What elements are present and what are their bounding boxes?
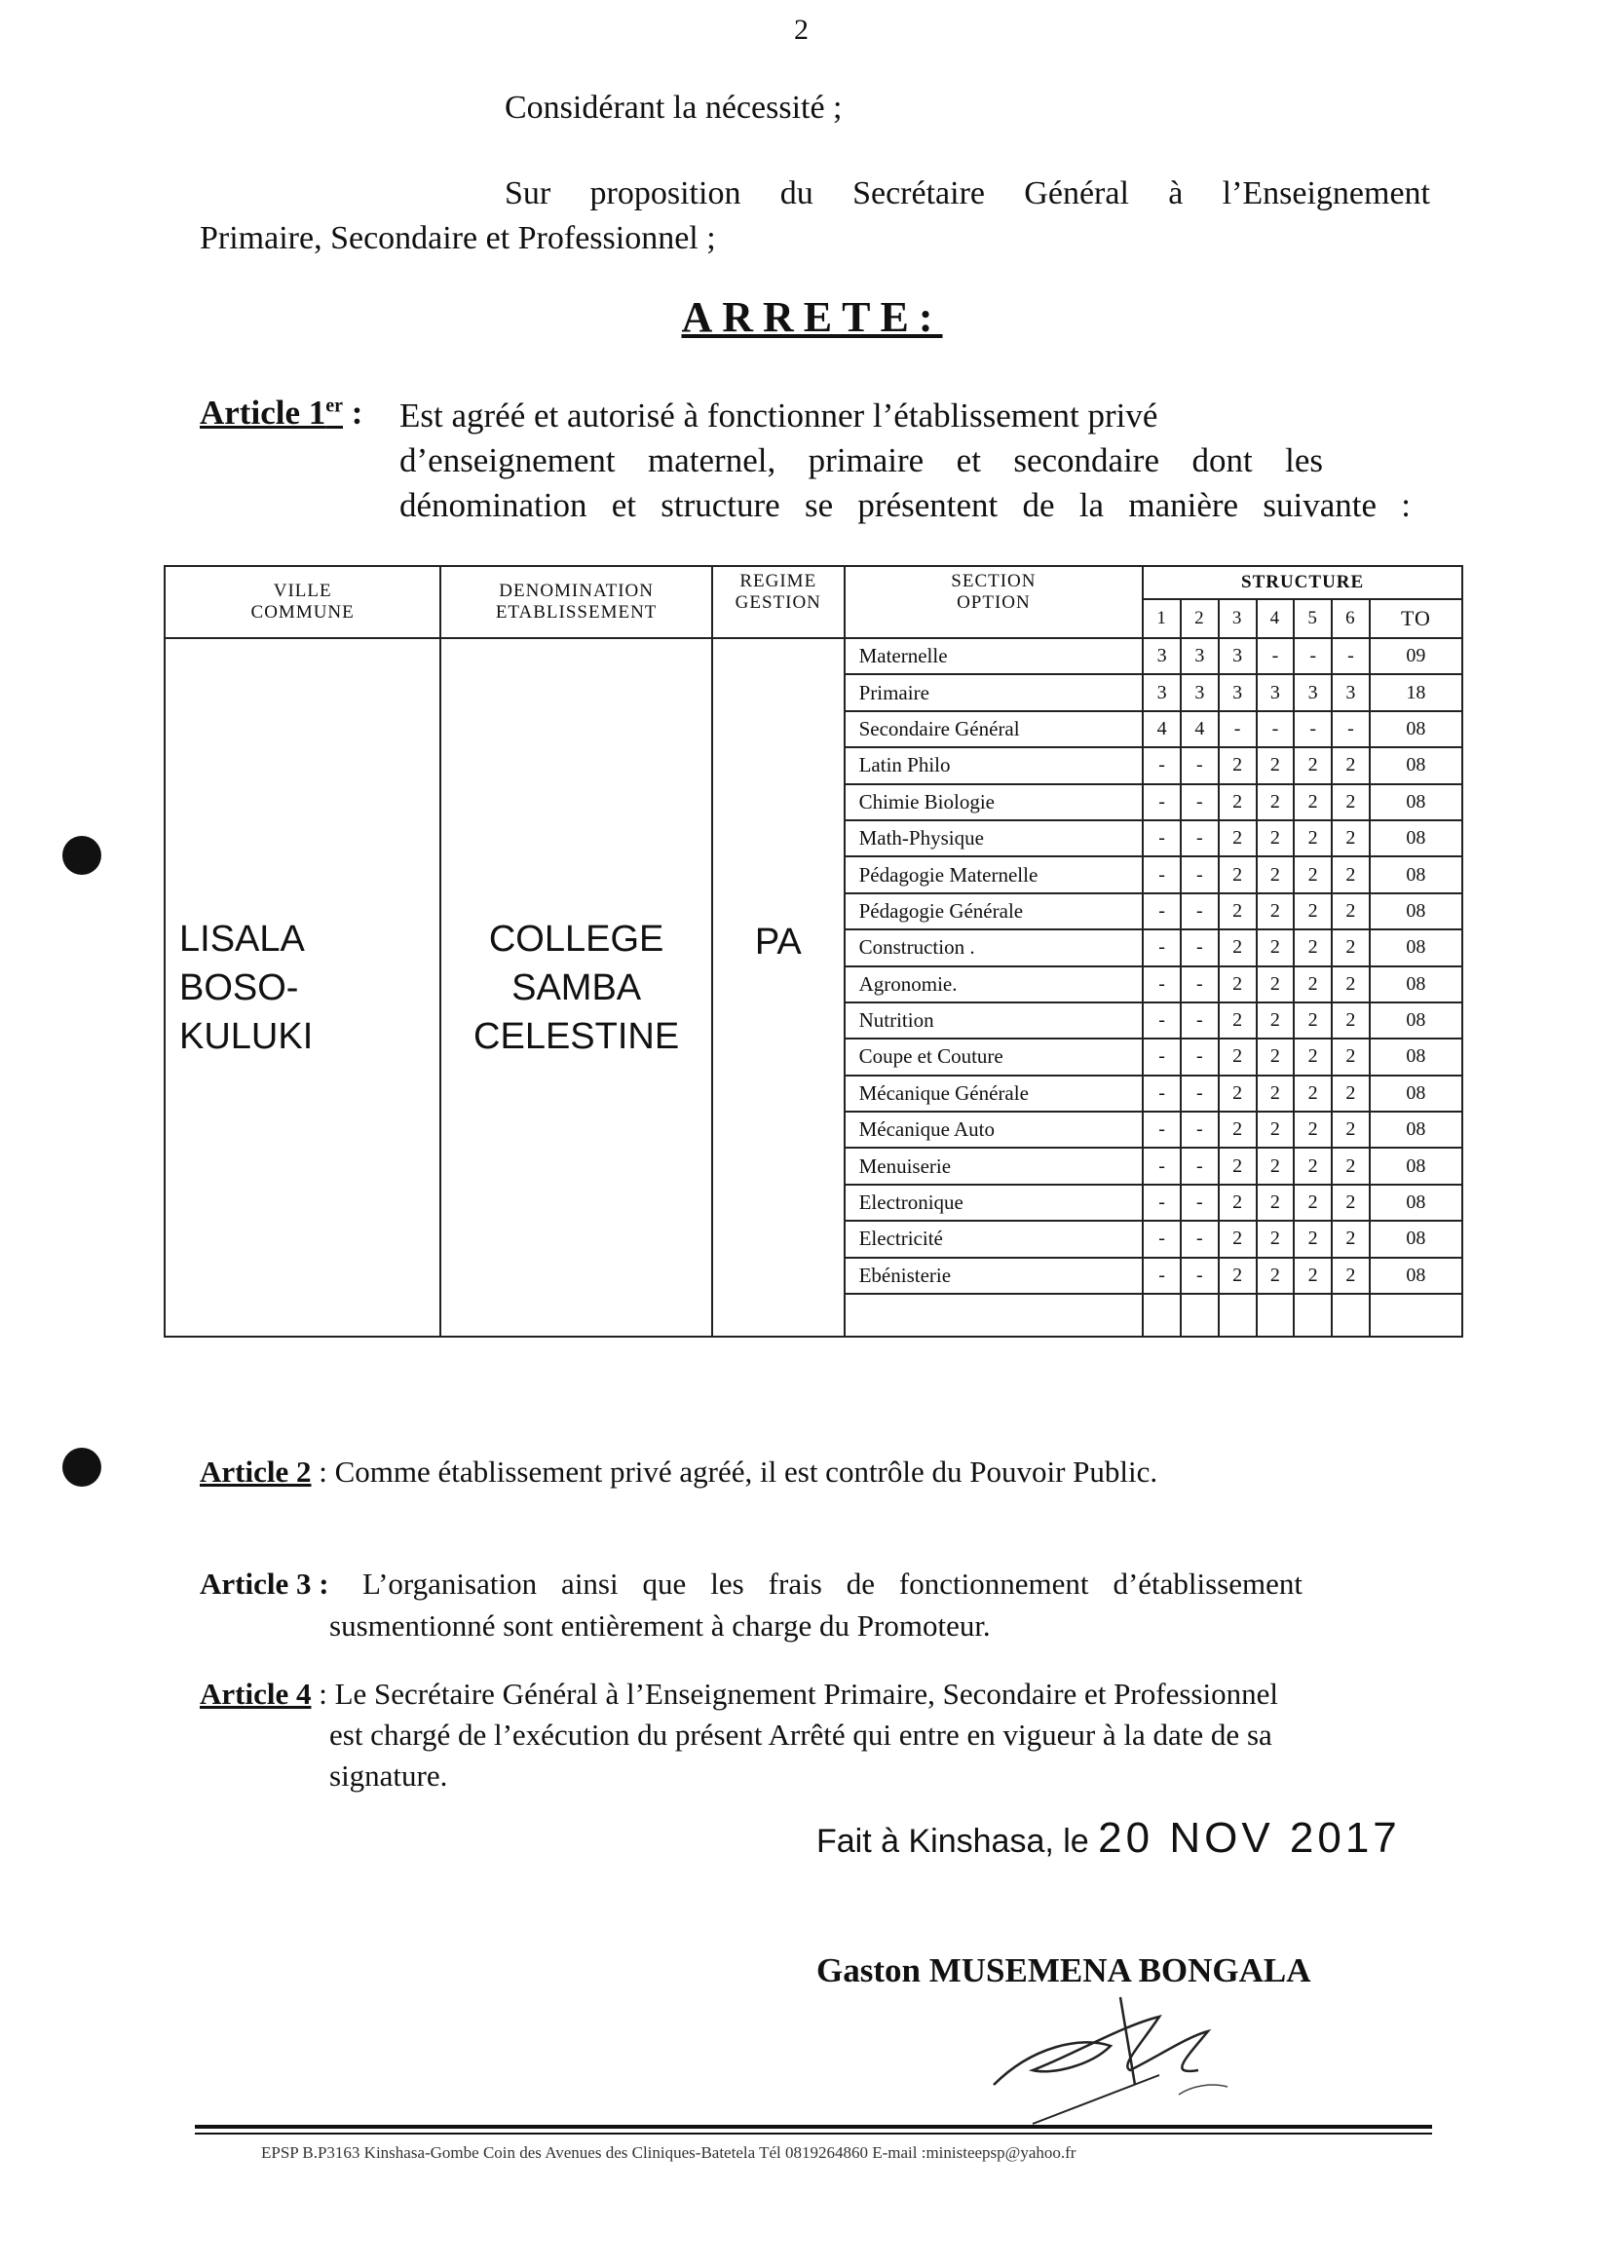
total-cell: 08 [1370, 1221, 1462, 1257]
article1-superscript: er [325, 395, 343, 417]
level-cell: - [1181, 1148, 1219, 1184]
section-option-cell: Pédagogie Maternelle [845, 856, 1144, 892]
level-cell: 2 [1257, 820, 1295, 856]
level-cell: - [1181, 1002, 1219, 1039]
level-cell: 3 [1181, 638, 1219, 674]
section-option-cell: Mécanique Auto [845, 1112, 1144, 1148]
level-cell: 2 [1257, 1258, 1295, 1294]
structure-table [164, 565, 1463, 1338]
article1-line3: dénomination et structure se présentent de la manière suivante : [399, 486, 1411, 524]
level-cell: 2 [1332, 929, 1370, 965]
article3-label-wrap [200, 1564, 329, 1605]
establishment-name-line: CELESTINE [473, 1015, 680, 1057]
level-cell: 2 [1257, 966, 1295, 1002]
col-header-total: TO [1370, 599, 1462, 638]
proposal-clause-line2: Primaire, Secondaire et Professionnel ; [200, 220, 716, 256]
level-cell: - [1181, 784, 1219, 820]
level-cell: - [1181, 1258, 1219, 1294]
signer-name: Gaston MUSEMENA BONGALA [816, 1951, 1311, 1989]
level-cell: 2 [1257, 1221, 1295, 1257]
level-cell: 2 [1219, 1112, 1257, 1148]
level-cell: 3 [1219, 674, 1257, 710]
section-option-cell: Mécanique Générale [845, 1076, 1144, 1112]
level-cell: - [1257, 711, 1295, 747]
level-cell: - [1143, 747, 1181, 783]
level-cell: 2 [1257, 1039, 1295, 1075]
article2-text: : Comme établissement privé agréé, il est contrôle du Pouvoir Public. [311, 1455, 1158, 1489]
level-cell: 2 [1294, 784, 1332, 820]
level-cell: 2 [1332, 820, 1370, 856]
level-cell: 2 [1294, 856, 1332, 892]
section-option-cell: Chimie Biologie [845, 784, 1144, 820]
col-header-5: 5 [1294, 599, 1332, 638]
level-cell: - [1143, 966, 1181, 1002]
level-cell: 2 [1257, 1076, 1295, 1112]
level-cell: 2 [1332, 1039, 1370, 1075]
empty-cell [1332, 1294, 1370, 1337]
section-option-cell: Primaire [845, 674, 1144, 710]
total-cell: 08 [1370, 1076, 1462, 1112]
closing-place-text: Fait à Kinshasa, le [816, 1823, 1089, 1860]
section-option-cell: Electronique [845, 1185, 1144, 1221]
level-cell: - [1257, 638, 1295, 674]
total-cell: 09 [1370, 638, 1462, 674]
level-cell: - [1181, 893, 1219, 929]
level-cell: - [1181, 747, 1219, 783]
ville-commune-line: BOSO- [179, 966, 299, 1008]
total-cell: 08 [1370, 1258, 1462, 1294]
level-cell: 2 [1332, 1076, 1370, 1112]
level-cell: 3 [1294, 674, 1332, 710]
level-cell: 2 [1294, 893, 1332, 929]
header-regime [712, 566, 845, 638]
level-cell: - [1143, 1112, 1181, 1148]
level-cell: 3 [1219, 638, 1257, 674]
footer-rule-top [195, 2125, 1432, 2129]
structure-table-body [165, 638, 1462, 1337]
section-option-cell: Math-Physique [845, 820, 1144, 856]
level-cell: 2 [1294, 966, 1332, 1002]
level-cell: 2 [1219, 1002, 1257, 1039]
level-cell: - [1332, 638, 1370, 674]
total-cell: 08 [1370, 1112, 1462, 1148]
level-cell: 2 [1219, 856, 1257, 892]
establishment-name-cell [440, 638, 712, 1337]
level-cell: 2 [1257, 1002, 1295, 1039]
level-cell: 3 [1143, 674, 1181, 710]
article4-label: Article 4 [200, 1677, 312, 1711]
header-ville: VILLE [273, 581, 332, 601]
level-cell: - [1143, 1185, 1181, 1221]
level-cell: - [1143, 1039, 1181, 1075]
level-cell: 2 [1219, 1076, 1257, 1112]
level-cell: 2 [1332, 856, 1370, 892]
empty-cell [1257, 1294, 1295, 1337]
col-header-3: 3 [1219, 599, 1257, 638]
level-cell: - [1143, 1002, 1181, 1039]
article1-line2: d’enseignement maternel, primaire et secondaire dont les [399, 441, 1323, 479]
date-stamp: 20 NOV 2017 [1098, 1814, 1401, 1862]
decree-title: ARRETE: [681, 293, 943, 341]
section-option-cell: Coupe et Couture [845, 1039, 1144, 1075]
level-cell: 2 [1294, 1258, 1332, 1294]
punch-hole-mark [62, 836, 101, 875]
level-cell: 2 [1219, 893, 1257, 929]
section-option-cell: Menuiserie [845, 1148, 1144, 1184]
proposal-clause-line1 [505, 171, 1430, 216]
punch-hole-mark [62, 1448, 101, 1487]
level-cell: - [1143, 1221, 1181, 1257]
total-cell: 08 [1370, 1148, 1462, 1184]
total-cell: 08 [1370, 1185, 1462, 1221]
total-cell: 08 [1370, 784, 1462, 820]
level-cell: - [1143, 893, 1181, 929]
level-cell: 2 [1294, 1039, 1332, 1075]
level-cell: 2 [1257, 893, 1295, 929]
article4 [200, 1674, 1278, 1715]
total-cell: 08 [1370, 711, 1462, 747]
level-cell: - [1181, 966, 1219, 1002]
section-option-cell: Electricité [845, 1221, 1144, 1257]
level-cell: 2 [1332, 1258, 1370, 1294]
level-cell: 2 [1257, 1185, 1295, 1221]
header-option: OPTION [957, 592, 1031, 613]
handwritten-signature [974, 1978, 1266, 2143]
level-cell: - [1143, 1148, 1181, 1184]
level-cell: 3 [1257, 674, 1295, 710]
level-cell: - [1181, 1112, 1219, 1148]
level-cell: 2 [1332, 1221, 1370, 1257]
article4-line2: est chargé de l’exécution du présent Arrêté qui entre en vigueur à la date de sa [329, 1718, 1272, 1752]
article4-line3: signature. [329, 1758, 448, 1793]
level-cell: - [1332, 711, 1370, 747]
empty-cell [845, 1294, 1144, 1337]
level-cell: 2 [1257, 1112, 1295, 1148]
level-cell: - [1294, 711, 1332, 747]
establishment-name-line: SAMBA [511, 966, 642, 1008]
header-denomination-text: DENOMINATION [499, 581, 654, 601]
empty-cell [1181, 1294, 1219, 1337]
article4-line1: : Le Secrétaire Général à l’Enseignement Primaire, Secondaire et Professionnel [311, 1677, 1278, 1711]
total-cell: 08 [1370, 1002, 1462, 1039]
footer-address: EPSP B.P3163 Kinshasa-Gombe Coin des Avenues des Cliniques-Batetela Tél 0819264860 E-mail :ministeepsp@yahoo.fr [261, 2143, 1076, 2162]
article3-line2: susmentionné sont entièrement à charge du Promoteur. [329, 1608, 991, 1643]
total-cell: 08 [1370, 1039, 1462, 1075]
article1-colon: : [343, 394, 363, 432]
level-cell: 2 [1294, 1002, 1332, 1039]
article3-label: Article 3 : [200, 1567, 329, 1601]
section-option-cell: Nutrition [845, 1002, 1144, 1039]
col-header-4: 4 [1257, 599, 1295, 638]
col-header-2: 2 [1181, 599, 1219, 638]
level-cell: 2 [1332, 1185, 1370, 1221]
level-cell: 2 [1219, 747, 1257, 783]
level-cell: 2 [1219, 1148, 1257, 1184]
level-cell: 2 [1219, 966, 1257, 1002]
regime-value: PA [754, 921, 802, 963]
level-cell: 2 [1332, 784, 1370, 820]
article2 [200, 1452, 1157, 1493]
level-cell: 2 [1219, 784, 1257, 820]
section-option-cell: Construction . [845, 929, 1144, 965]
level-cell: - [1143, 1076, 1181, 1112]
header-etablissement: ETABLISSEMENT [495, 602, 658, 623]
table-row [165, 638, 1462, 674]
empty-cell [1143, 1294, 1181, 1337]
level-cell: 4 [1181, 711, 1219, 747]
level-cell: 4 [1143, 711, 1181, 747]
level-cell: - [1181, 856, 1219, 892]
level-cell: 2 [1257, 1148, 1295, 1184]
section-option-cell: Pédagogie Générale [845, 893, 1144, 929]
article1-line1: Est agréé et autorisé à fonctionner l’établissement privé [399, 397, 1158, 435]
section-option-cell: Maternelle [845, 638, 1144, 674]
total-cell: 08 [1370, 966, 1462, 1002]
header-regime-text: REGIME [739, 571, 817, 591]
section-option-cell: Agronomie. [845, 966, 1144, 1002]
level-cell: 3 [1332, 674, 1370, 710]
section-option-cell: Secondaire Général [845, 711, 1144, 747]
level-cell: 2 [1294, 929, 1332, 965]
level-cell: - [1181, 1076, 1219, 1112]
article2-label: Article 2 [200, 1455, 312, 1489]
header-ville-commune [165, 566, 440, 638]
level-cell: 2 [1294, 1076, 1332, 1112]
article3-line1: L’organisation ainsi que les frais de fonctionnement d’établissement [362, 1567, 1303, 1601]
empty-cell [1370, 1294, 1462, 1337]
level-cell: - [1143, 929, 1181, 965]
total-cell: 08 [1370, 893, 1462, 929]
header-commune: COMMUNE [250, 602, 355, 623]
level-cell: 2 [1219, 1221, 1257, 1257]
col-header-1: 1 [1143, 599, 1181, 638]
total-cell: 08 [1370, 856, 1462, 892]
level-cell: - [1181, 929, 1219, 965]
considering-clause: Considérant la nécessité ; [505, 90, 843, 126]
article1-heading-text: Article 1 [200, 394, 326, 432]
level-cell: 2 [1219, 820, 1257, 856]
page-number: 2 [794, 14, 809, 46]
section-option-cell: Latin Philo [845, 747, 1144, 783]
footer-rule-bottom [195, 2133, 1432, 2135]
level-cell: 2 [1332, 893, 1370, 929]
level-cell: - [1181, 820, 1219, 856]
level-cell: - [1143, 820, 1181, 856]
level-cell: - [1143, 1258, 1181, 1294]
ville-commune-cell [165, 638, 440, 1337]
level-cell: - [1219, 711, 1257, 747]
article1-body [399, 394, 1432, 528]
establishment-name-line: COLLEGE [488, 918, 664, 960]
ville-commune-line: LISALA [179, 918, 305, 960]
level-cell: - [1294, 638, 1332, 674]
level-cell: 2 [1294, 747, 1332, 783]
level-cell: 2 [1219, 1258, 1257, 1294]
level-cell: 3 [1143, 638, 1181, 674]
level-cell: 3 [1181, 674, 1219, 710]
closing-place [816, 1814, 1401, 1863]
level-cell: 2 [1219, 1185, 1257, 1221]
level-cell: 2 [1257, 784, 1295, 820]
header-section: SECTION [951, 571, 1037, 591]
level-cell: - [1143, 856, 1181, 892]
section-option-cell: Ebénisterie [845, 1258, 1144, 1294]
level-cell: - [1181, 1185, 1219, 1221]
empty-cell [1294, 1294, 1332, 1337]
level-cell: 2 [1257, 856, 1295, 892]
article1-label [200, 394, 362, 433]
article3-body [362, 1564, 1303, 1605]
total-cell: 08 [1370, 820, 1462, 856]
level-cell: 2 [1294, 820, 1332, 856]
level-cell: 2 [1294, 1112, 1332, 1148]
level-cell: 2 [1257, 929, 1295, 965]
regime-cell [712, 638, 845, 1337]
level-cell: 2 [1294, 1185, 1332, 1221]
level-cell: 2 [1332, 966, 1370, 1002]
level-cell: 2 [1332, 1112, 1370, 1148]
level-cell: - [1143, 784, 1181, 820]
header-structure: STRUCTURE [1143, 566, 1462, 599]
level-cell: 2 [1219, 929, 1257, 965]
total-cell: 08 [1370, 747, 1462, 783]
header-section-option [845, 566, 1144, 638]
empty-cell [1219, 1294, 1257, 1337]
total-cell: 08 [1370, 929, 1462, 965]
proposal-line1: Sur proposition du Secrétaire Général à l’Enseignement [505, 175, 1430, 211]
level-cell: 2 [1219, 1039, 1257, 1075]
header-gestion: GESTION [735, 592, 821, 613]
level-cell: 2 [1332, 1148, 1370, 1184]
col-header-6: 6 [1332, 599, 1370, 638]
level-cell: - [1181, 1039, 1219, 1075]
level-cell: - [1181, 1221, 1219, 1257]
level-cell: 2 [1332, 1002, 1370, 1039]
level-cell: 2 [1294, 1221, 1332, 1257]
level-cell: 2 [1332, 747, 1370, 783]
level-cell: 2 [1257, 747, 1295, 783]
level-cell: 2 [1294, 1148, 1332, 1184]
ville-commune-line: KULUKI [179, 1015, 314, 1057]
total-cell: 18 [1370, 674, 1462, 710]
article1-heading [200, 394, 343, 432]
header-denomination [440, 566, 712, 638]
